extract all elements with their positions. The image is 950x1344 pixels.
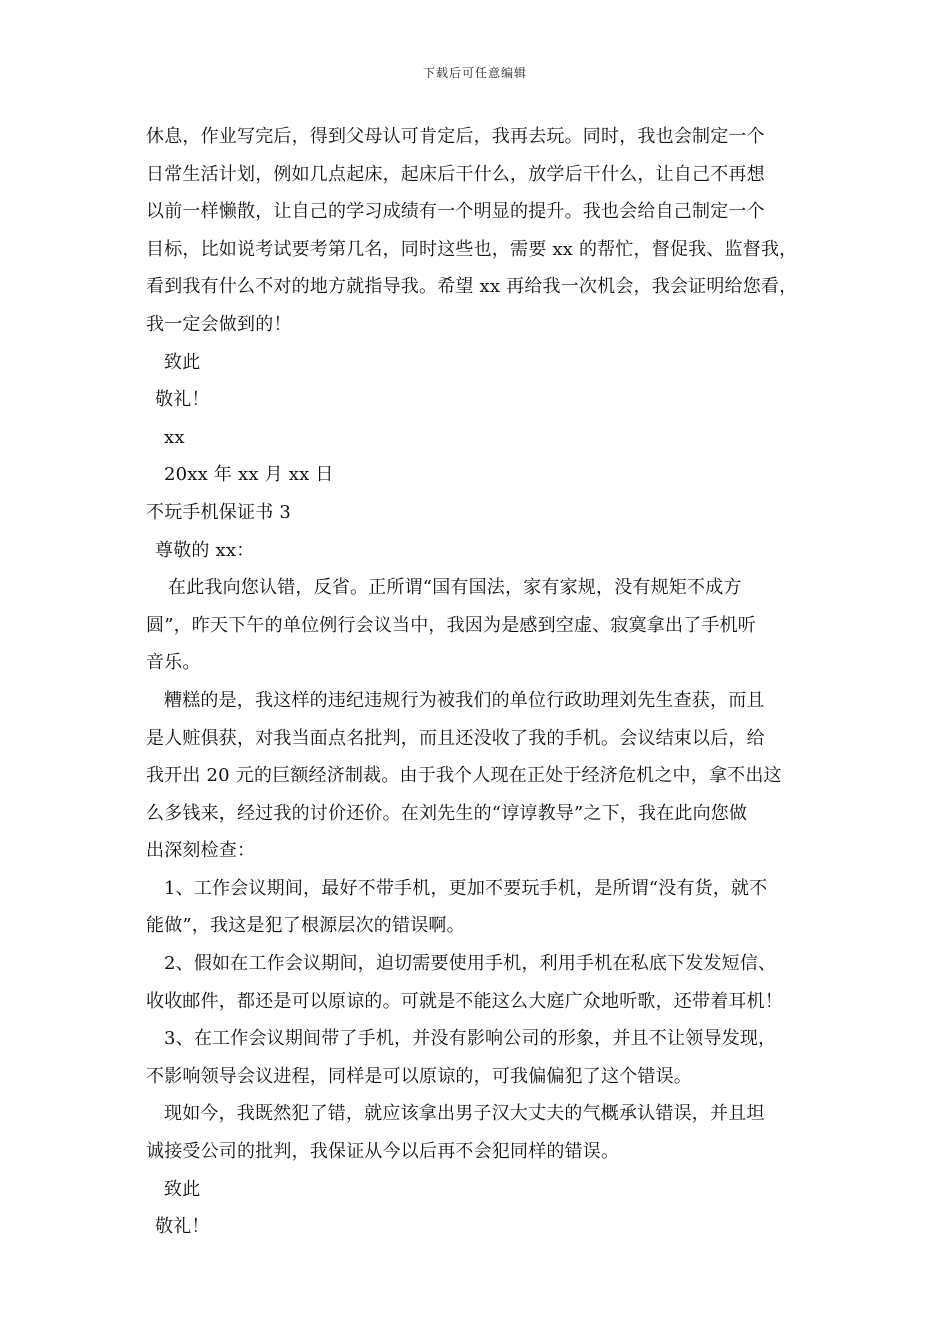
paragraph-line: 日常生活计划，例如几点起床，起床后干什么，放学后干什么，让自己不再想 bbox=[146, 163, 765, 185]
paragraph-line: 是人赃俱获，对我当面点名批判，而且还没收了我的手机。会议结束以后，给 bbox=[146, 727, 765, 749]
paragraph-line: 我一定会做到的！ bbox=[146, 313, 292, 335]
paragraph-line: 么多钱来，经过我的讨价还价。在刘先生的“谆谆教导”之下，我在此向您做 bbox=[146, 802, 748, 824]
closing-line: 致此 bbox=[164, 1178, 201, 1200]
list-item-line: 不影响领导会议进程，同样是可以原谅的，可我偏偏犯了这个错误。 bbox=[146, 1065, 692, 1087]
paragraph-line: 出深刻检查： bbox=[146, 840, 256, 862]
paragraph-line: 在此我向您认错，反省。正所谓“国有国法，家有家规，没有规矩不成方 bbox=[168, 577, 742, 599]
paragraph-line: 我开出 20 元的巨额经济制裁。由于我个人现在正处于经济危机之中，拿不出这 bbox=[146, 765, 782, 787]
section-title: 不玩手机保证书 3 bbox=[146, 501, 291, 523]
header-note: 下载后可任意编辑 bbox=[422, 66, 527, 80]
paragraph-line: 诚接受公司的批判，我保证从今以后再不会犯同样的错误。 bbox=[146, 1141, 620, 1163]
paragraph-line: 看到我有什么不对的地方就指导我。希望 xx 再给我一次机会，我会证明给您看， bbox=[146, 276, 798, 298]
signature-date: 20xx 年 xx 月 xx 日 bbox=[164, 464, 334, 486]
paragraph-line: 糟糕的是，我这样的违纪违规行为被我们的单位行政助理刘先生查获，而且 bbox=[164, 689, 765, 711]
list-item-line: 能做”，我这是犯了根源层次的错误啊。 bbox=[146, 915, 465, 937]
paragraph-line: 休息，作业写完后，得到父母认可肯定后，我再去玩。同时，我也会制定一个 bbox=[146, 126, 765, 147]
greeting-line: 尊敬的 xx： bbox=[155, 539, 255, 561]
closing-line: 致此 bbox=[164, 351, 201, 373]
paragraph-line: 目标，比如说考试要考第几名，同时这些也，需要 xx 的帮忙，督促我、监督我， bbox=[146, 238, 798, 260]
paragraph-line: 音乐。 bbox=[146, 652, 201, 674]
document-body bbox=[146, 118, 814, 1246]
paragraph-line: 圆”，昨天下午的单位例行会议当中，我因为是感到空虚、寂寞拿出了手机听 bbox=[146, 614, 756, 636]
list-item-line: 1、工作会议期间，最好不带手机，更加不要玩手机，是所谓“没有货，就不 bbox=[164, 877, 768, 899]
signature-name: xx bbox=[164, 426, 185, 448]
list-item-line: 3、在工作会议期间带了手机，并没有影响公司的形象，并且不让领导发现， bbox=[164, 1028, 777, 1050]
salutation-line: 敬礼！ bbox=[155, 389, 210, 411]
salutation-line: 敬礼！ bbox=[155, 1216, 210, 1238]
paragraph-line: 现如今，我既然犯了错，就应该拿出男子汉大丈夫的气概承认错误，并且坦 bbox=[164, 1103, 765, 1125]
list-item-line: 收收邮件，都还是可以原谅的。可就是不能这么大庭广众地听歌，还带着耳机！ bbox=[146, 990, 783, 1012]
list-item-line: 2、假如在工作会议期间，迫切需要使用手机，利用手机在私底下发发短信、 bbox=[164, 953, 777, 975]
paragraph-line: 以前一样懒散，让自己的学习成绩有一个明显的提升。我也会给自己制定一个 bbox=[146, 201, 765, 223]
